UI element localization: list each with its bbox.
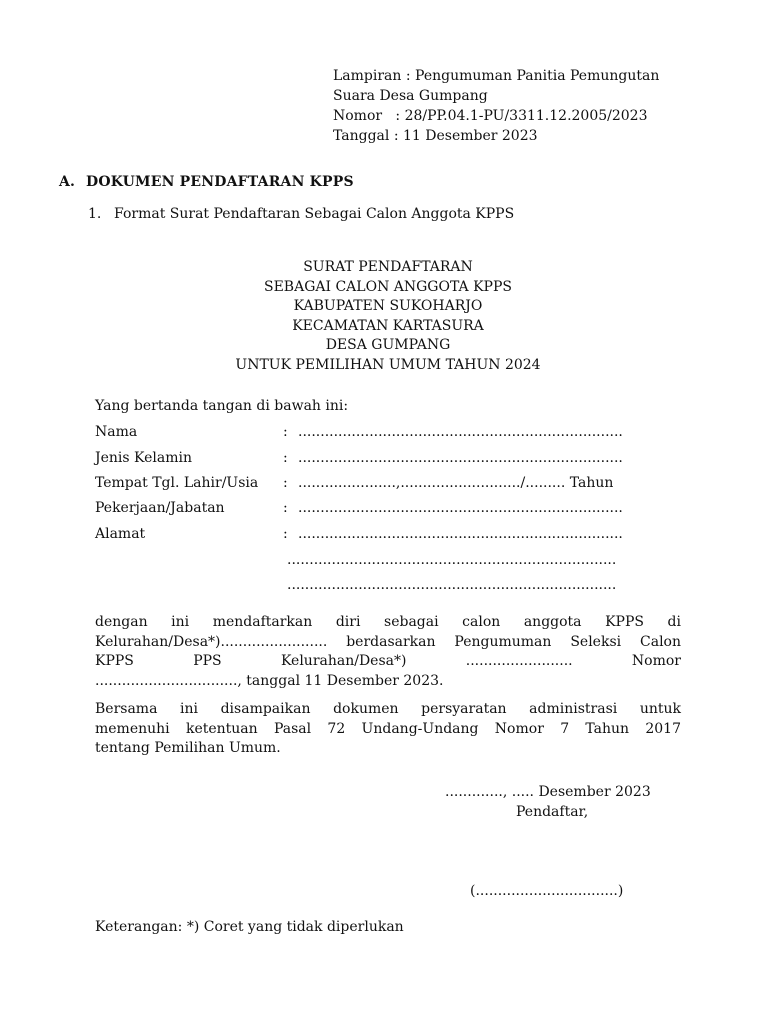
section-a-number: A. [59, 174, 76, 190]
letter-title-line-5: DESA GUMPANG [325, 337, 451, 353]
field-alamat-label: Alamat [95, 526, 146, 542]
signature-date[interactable]: ............., ..... Desember 2023 [445, 784, 651, 800]
letter-title-line-6: UNTUK PEMILIHAN UMUM TAHUN 2024 [235, 356, 541, 373]
lampiran-line-2: Suara Desa Gumpang [333, 88, 488, 104]
paragraph-documents-line-1: Bersama ini disampaikan dokumen persyaratan administrasi untuk [95, 701, 681, 717]
field-nama-value[interactable]: ......................................................................... [298, 424, 623, 440]
field-alamat-colon: : [283, 526, 288, 542]
field-alamat-value-line-2[interactable]: .......................................................................... [287, 552, 617, 568]
field-jenis-kelamin-colon: : [283, 450, 288, 466]
field-pekerjaan-value[interactable]: ......................................................................... [298, 500, 623, 516]
letter-title-line-4: KECAMATAN KARTASURA [292, 317, 484, 334]
field-tempat-tgl-lahir-label: Tempat Tgl. Lahir/Usia [95, 475, 259, 491]
field-pekerjaan-colon: : [283, 500, 288, 516]
item-1-text: Format Surat Pendaftaran Sebagai Calon Anggota KPPS [114, 206, 515, 222]
paragraph-documents-line-3: tentang Pemilihan Umum. [95, 740, 281, 756]
paragraph-registration-line-3: KPPS PPS Kelurahan/Desa*) ........................ Nomor [95, 653, 681, 669]
field-jenis-kelamin-value[interactable]: ......................................................................... [298, 450, 623, 466]
paragraph-documents-line-2: memenuhi ketentuan Pasal 72 Undang-Undang Nomor 7 Tahun 2017 [95, 720, 681, 737]
paragraph-documents [95, 700, 681, 759]
field-pekerjaan-label: Pekerjaan/Jabatan [95, 500, 225, 516]
item-1 [88, 206, 514, 222]
field-tempat-tgl-lahir-colon: : [283, 475, 288, 491]
paragraph-registration-line-2: Kelurahan/Desa*)........................ berdasarkan Pengumuman Seleksi Calon [95, 633, 681, 650]
lampiran-nomor: Nomor : 28/PP.04.1-PU/3311.12.2005/2023 [333, 108, 648, 124]
section-a-heading [59, 174, 354, 190]
letter-title-line-2: SEBAGAI CALON ANGGOTA KPPS [263, 278, 512, 295]
intro-text: Yang bertanda tangan di bawah ini: [95, 398, 349, 414]
field-alamat-value-line-1[interactable]: ......................................................................... [298, 526, 623, 542]
lampiran-line-1: Lampiran : Pengumuman Panitia Pemungutan [333, 68, 660, 84]
signature-role: Pendaftar, [516, 804, 589, 820]
paragraph-registration-line-4: ................................, tanggal 11 Desember 2023. [95, 672, 444, 689]
section-a-title: DOKUMEN PENDAFTARAN KPPS [86, 174, 354, 190]
footnote: Keterangan: *) Coret yang tidak diperlukan [95, 919, 404, 935]
paragraph-registration-line-1: dengan ini mendaftarkan diri sebagai calon anggota KPPS di [95, 614, 681, 630]
paragraph-registration [95, 613, 681, 691]
lampiran-tanggal: Tanggal : 11 Desember 2023 [333, 128, 538, 144]
item-1-number: 1. [88, 206, 102, 222]
letter-title-line-3: KABUPATEN SUKOHARJO [293, 298, 483, 314]
letter-title [0, 258, 768, 375]
field-jenis-kelamin-label: Jenis Kelamin [95, 450, 192, 466]
field-nama-label: Nama [95, 424, 138, 440]
field-nama-colon: : [283, 424, 288, 440]
signature-name-placeholder[interactable]: (................................) [470, 883, 624, 899]
letter-title-line-1: SURAT PENDAFTARAN [303, 259, 473, 275]
field-tempat-tgl-lahir-value[interactable]: ......................,.........................../......... Tahun [298, 475, 614, 491]
field-alamat-value-line-3[interactable]: .......................................................................... [287, 577, 617, 593]
